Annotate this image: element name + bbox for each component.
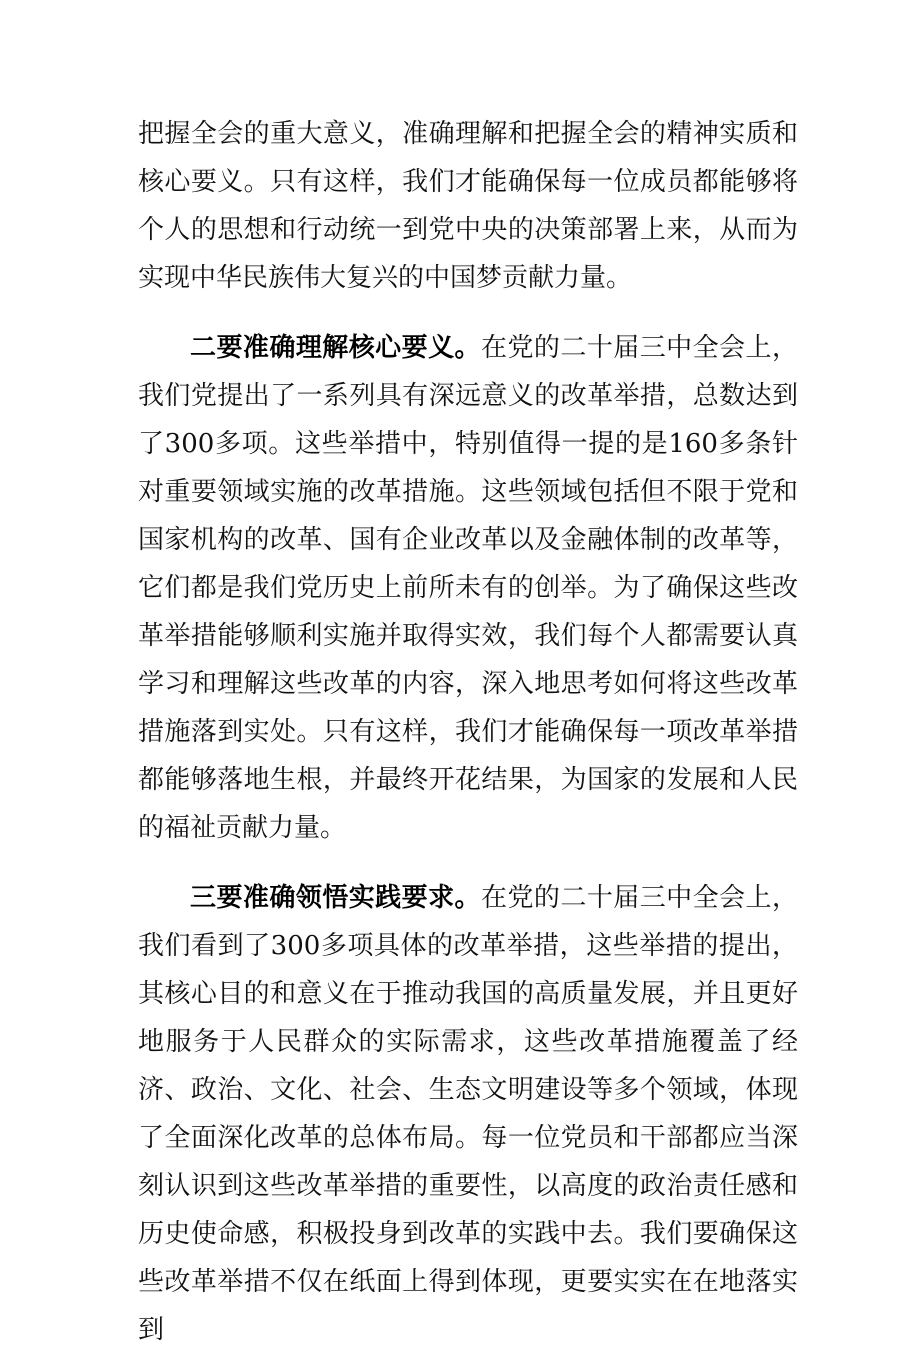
paragraph-core-meaning bbox=[138, 324, 798, 852]
paragraph-text: 把握全会的重大意义，准确理解和把握全会的精神实质和核心要义。只有这样，我们才能确保每一位成员都能够将个人的思想和行动统一到党中央的决策部署上来，从而为实现中华民族伟大复兴的中国梦贡献力量。 bbox=[138, 119, 798, 293]
paragraph-practice-requirements bbox=[138, 874, 798, 1354]
paragraph-text: 在党的二十届三中全会上，我们看到了300多项具体的改革举措，这些举措的提出，其核心目的和意义在于推动我国的高质量发展，并且更好地服务于人民群众的实际需求，这些改革措施覆盖了经济、政治、文化、社会、生态文明建设等多个领域，体现了全面深化改革的总体布局。每一位党员和干部都应当深刻认识到这些改革举措的重要性，以高度的政治责任感和历史使命感，积极投身到改革的实践中去。我们要确保这些改革举措不仅在纸面上得到体现，更要实实在在地落实到 bbox=[138, 883, 798, 1345]
paragraph-continuation bbox=[138, 110, 798, 302]
paragraph-text: 在党的二十届三中全会上，我们党提出了一系列具有深远意义的改革举措，总数达到了300多项。这些举措中，特别值得一提的是160多条针对重要领域实施的改革措施。这些领域包括但不限于党和国家机构的改革、国有企业改革以及金融体制的改革等，它们都是我们党历史上前所未有的创举。为了确保这些改革举措能够顺利实施并取得实效，我们每个人都需要认真学习和理解这些改革的内容，深入地思考如何将这些改革措施落到实处。只有这样，我们才能确保每一项改革举措都能够落地生根，并最终开花结果，为国家的发展和人民的福祉贡献力量。 bbox=[138, 333, 798, 843]
paragraph-heading: 二要准确理解核心要义。 bbox=[190, 333, 481, 363]
paragraph-heading: 三要准确领悟实践要求。 bbox=[190, 883, 481, 913]
document-body bbox=[138, 110, 798, 1354]
